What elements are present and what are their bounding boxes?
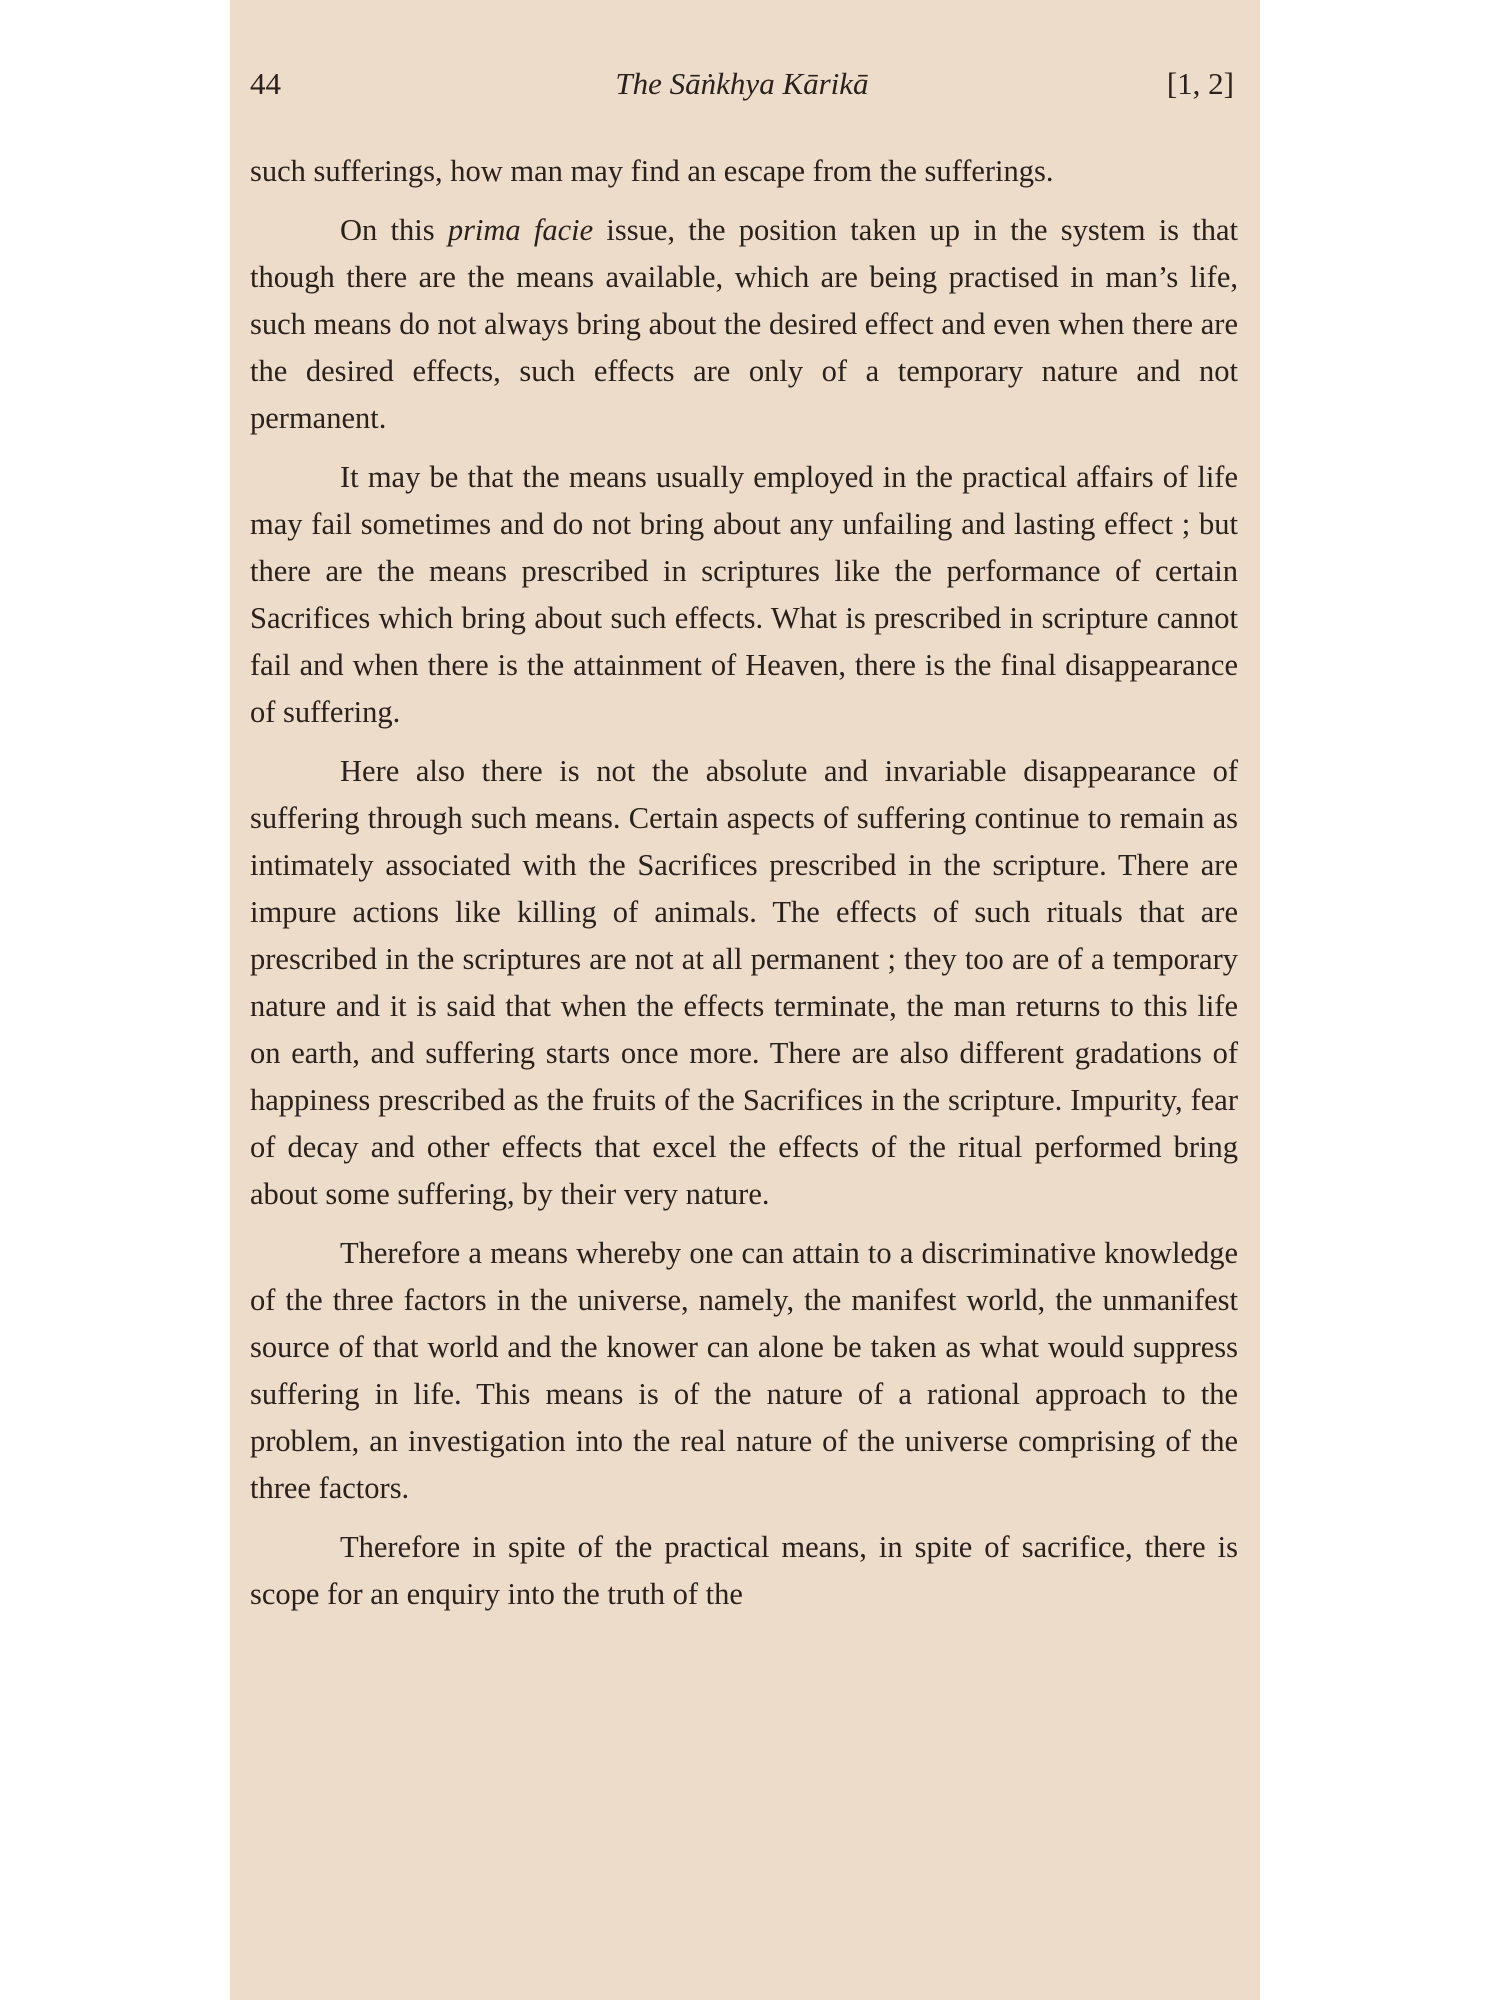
paragraph-enquiry: Therefore in spite of the practical means, in spite of sacrifice, there is scope for an enquiry into the truth of the xyxy=(250,1530,1238,1611)
running-title: The Sāṅkhya Kārikā xyxy=(615,66,869,101)
book-page xyxy=(230,0,1260,2000)
italic-term: prima facie xyxy=(447,213,594,247)
paragraph-text: issue, the position taken up in the system is that though there are the means available, which are being practised in man’s life, such means do not always bring about the desired effect and even when there are the desired effects, such effects are only of a temporary nature and not permanent. xyxy=(250,213,1238,435)
paragraph-practical-means: It may be that the means usually employed in the practical affairs of life may fail sometimes and do not bring about any unfailing and lasting effect ; but there are the means prescribed in scriptures like the performance of certain Sacrifices which bring about such effects. What is prescribed in scripture cannot fail and when there is the attainment of Heaven, there is the final disappearance of suffering. xyxy=(250,460,1238,729)
page-header xyxy=(250,66,1234,116)
paragraph-continuation: such sufferings, how man may find an escape from the sufferings. xyxy=(250,154,1054,188)
paragraph-discriminative-knowledge: Therefore a means whereby one can attain to a discriminative knowledge of the three factors in the universe, namely, the manifest world, the unmanifest source of that world and the knower can alone be taken as what would suppress suffering in life. This means is of the nature of a rational approach to the problem, an investigation into the real nature of the universe comprising of the three factors. xyxy=(250,1236,1238,1505)
paragraph-prima-facie xyxy=(250,207,1238,442)
body-text xyxy=(250,148,1238,1630)
paragraph-text: On this xyxy=(340,213,448,247)
section-reference: [1, 2] xyxy=(1166,66,1234,101)
paragraph-sacrifices: Here also there is not the absolute and invariable disappearance of suffering through such means. Certain aspects of suffering continue to remain as intimately associated with the Sacrifices prescribed in the scripture. There are impure actions like killing of animals. The effects of such rituals that are prescribed in the scriptures are not at all permanent ; they too are of a temporary nature and it is said that when the effects terminate, the man returns to this life on earth, and suffering starts once more. There are also different gradations of happiness prescribed as the fruits of the Sacrifices in the scripture. Impurity, fear of decay and other effects that excel the effects of the ritual performed bring about some suffering, by their very nature. xyxy=(250,754,1238,1211)
page-number: 44 xyxy=(250,66,281,101)
